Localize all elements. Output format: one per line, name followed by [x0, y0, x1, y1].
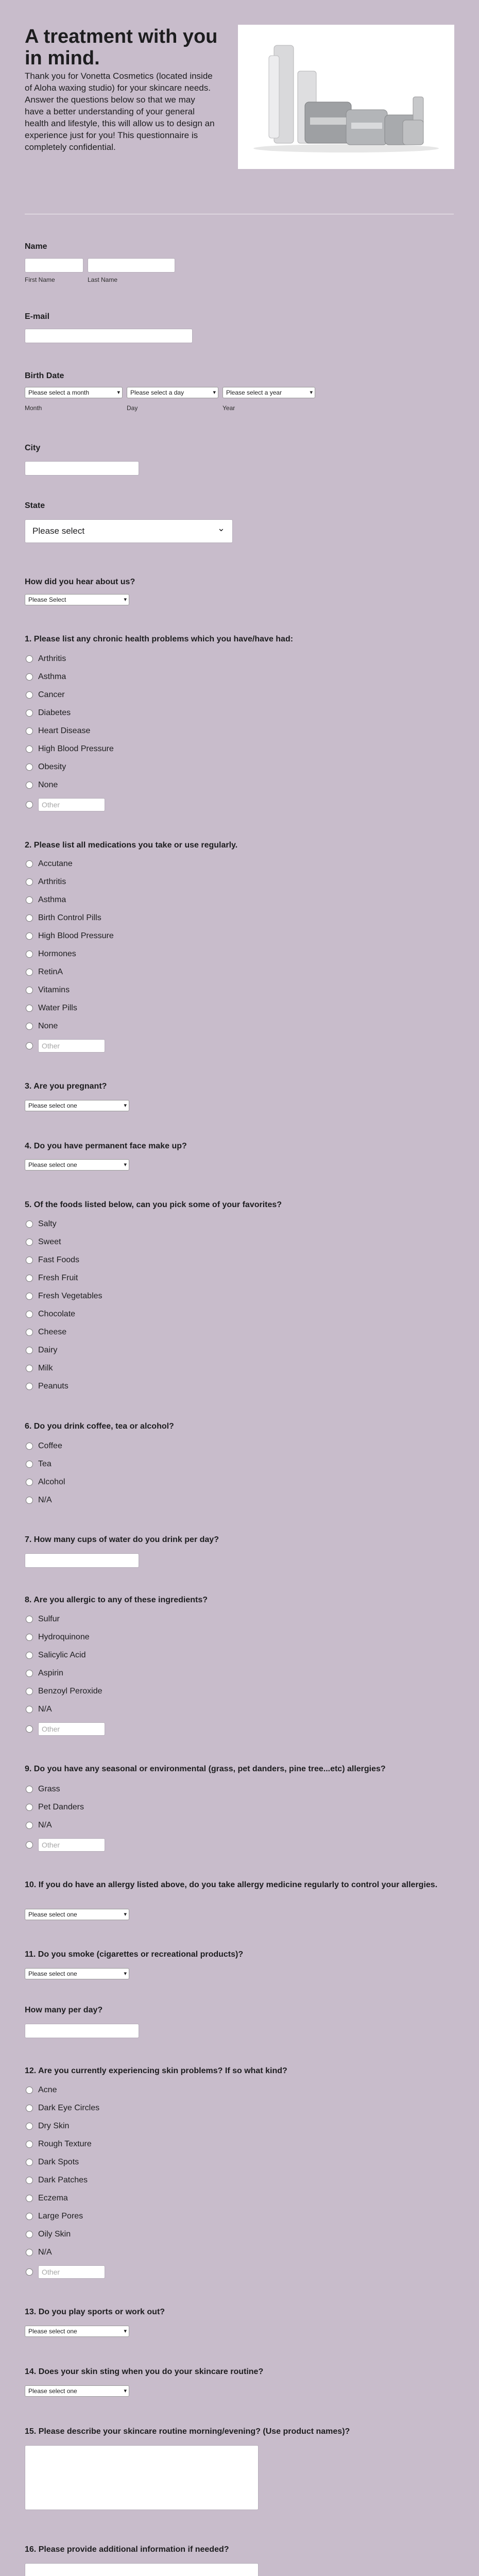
- radio-button[interactable]: [26, 1329, 33, 1336]
- q12-option[interactable]: [26, 2084, 57, 2096]
- option-label: Dry Skin: [38, 2122, 70, 2130]
- q8-option[interactable]: [26, 1686, 102, 1697]
- radio-button[interactable]: [26, 2159, 33, 2166]
- option-label: High Blood Pressure: [38, 744, 114, 753]
- q16-label: 16. Please provide additional information if needed?: [25, 2545, 229, 2554]
- radio-button[interactable]: [26, 709, 33, 717]
- option-label: Pet Danders: [38, 1803, 84, 1811]
- q10-label: 10. If you do have an allergy listed above, do you take allergy medicine regularly to control your allergies.: [25, 1880, 438, 1889]
- other-text-input[interactable]: Other: [38, 1039, 105, 1053]
- first-name-input[interactable]: [25, 258, 83, 273]
- q12-option[interactable]: [26, 2247, 52, 2258]
- q5-option[interactable]: [26, 1345, 57, 1356]
- q8-option[interactable]: [26, 1650, 85, 1661]
- option-label: Milk: [38, 1364, 53, 1372]
- radio-button[interactable]: [26, 1275, 33, 1282]
- state-label: State: [25, 501, 45, 510]
- hear-about-label: How did you hear about us?: [25, 578, 135, 586]
- birth-month-select[interactable]: Please select a month ▾: [25, 387, 123, 398]
- radio-button[interactable]: [26, 1023, 33, 1030]
- water-cups-input[interactable]: [25, 1553, 139, 1568]
- option-label: Dark Spots: [38, 2158, 79, 2166]
- q9-label: 9. Do you have any seasonal or environmental (grass, pet danders, pine tree...etc) allergies?: [25, 1765, 386, 1773]
- option-label: Accutane: [38, 859, 73, 868]
- other-text-input[interactable]: Other: [38, 2265, 105, 2279]
- radio-button[interactable]: [26, 860, 33, 868]
- radio-button[interactable]: [26, 727, 33, 735]
- q1-option[interactable]: [26, 653, 66, 665]
- page-title: A treatment with you in mind.: [25, 26, 218, 69]
- radio-button[interactable]: [26, 1786, 33, 1793]
- option-label: Vitamins: [38, 986, 70, 994]
- radio-button[interactable]: [26, 1239, 33, 1246]
- q2-option[interactable]: [26, 1003, 77, 1014]
- option-label: Rough Texture: [38, 2140, 92, 2148]
- option-label: Large Pores: [38, 2212, 83, 2221]
- radio-button[interactable]: [26, 1042, 33, 1049]
- option-label: Arthritis: [38, 877, 66, 886]
- radio-button[interactable]: [26, 1293, 33, 1300]
- q5-option[interactable]: [26, 1291, 102, 1302]
- option-label: Cancer: [38, 690, 65, 699]
- q5-option[interactable]: [26, 1236, 61, 1248]
- option-label: Birth Control Pills: [38, 913, 101, 922]
- q12-other-option[interactable]: [26, 2265, 105, 2279]
- radio-button[interactable]: [26, 801, 33, 808]
- q13-label: 13. Do you play sports or work out?: [25, 2308, 165, 2316]
- pregnant-select[interactable]: Please select one ▾: [25, 1100, 129, 1111]
- option-label: Oily Skin: [38, 2230, 71, 2239]
- q6-label: 6. Do you drink coffee, tea or alcohol?: [25, 1422, 174, 1431]
- q11-label: 11. Do you smoke (cigarettes or recreational products)?: [25, 1950, 244, 1959]
- radio-button[interactable]: [26, 1311, 33, 1318]
- q1-option[interactable]: [26, 671, 66, 683]
- radio-button[interactable]: [26, 1634, 33, 1641]
- q1-label: 1. Please list any chronic health problems which you have/have had:: [25, 635, 294, 643]
- option-label: RetinA: [38, 968, 63, 976]
- option-label: Eczema: [38, 2194, 68, 2202]
- q1-option[interactable]: [26, 743, 114, 755]
- q12-option[interactable]: [26, 2103, 99, 2114]
- q1-option[interactable]: [26, 707, 71, 719]
- q12-option[interactable]: [26, 2229, 71, 2240]
- radio-button[interactable]: [26, 1347, 33, 1354]
- q6-option[interactable]: [26, 1495, 52, 1506]
- radio-button[interactable]: [26, 914, 33, 922]
- radio-button[interactable]: [26, 2141, 33, 2148]
- option-label: Asthma: [38, 672, 66, 681]
- radio-button[interactable]: [26, 987, 33, 994]
- city-label: City: [25, 444, 41, 452]
- q6-option[interactable]: [26, 1459, 52, 1470]
- radio-button[interactable]: [26, 1652, 33, 1659]
- option-label: Heart Disease: [38, 726, 91, 735]
- hear-about-select[interactable]: Please Select ▾: [25, 594, 129, 605]
- option-label: Hydroquinone: [38, 1633, 90, 1641]
- option-label: Water Pills: [38, 1004, 77, 1012]
- option-label: Fresh Vegetables: [38, 1292, 102, 1300]
- q2-option[interactable]: [26, 1021, 58, 1032]
- radio-button[interactable]: [26, 1706, 33, 1713]
- radio-button[interactable]: [26, 1497, 33, 1504]
- q12-option[interactable]: [26, 2193, 68, 2204]
- radio-button[interactable]: [26, 2195, 33, 2202]
- radio-button[interactable]: [26, 1616, 33, 1623]
- q9-option[interactable]: [26, 1820, 52, 1831]
- radio-button[interactable]: [26, 951, 33, 958]
- q1-option[interactable]: [26, 725, 90, 737]
- option-label: Fast Foods: [38, 1256, 80, 1264]
- other-text-input[interactable]: Other: [38, 1722, 105, 1736]
- radio-button[interactable]: [26, 969, 33, 976]
- radio-button[interactable]: [26, 764, 33, 771]
- additional-info-textarea[interactable]: [25, 2563, 259, 2576]
- q6-option[interactable]: [26, 1440, 62, 1452]
- q1-other-option[interactable]: [26, 798, 105, 812]
- q1-option[interactable]: [26, 689, 65, 701]
- option-label: Acne: [38, 2086, 57, 2094]
- option-label: Sweet: [38, 1238, 61, 1246]
- q2-option[interactable]: [26, 967, 63, 978]
- intro-text: Thank you for Vonetta Cosmetics (located inside of Aloha waxing studio) for your skincare needs. Answer the questions below so that we may have a better understanding of your general health and lifestyle, this will allow us to design an experience just for you! This questionnaire is completely confidential.: [25, 71, 215, 152]
- q6-option[interactable]: [26, 1477, 65, 1488]
- q8-option[interactable]: [26, 1668, 63, 1679]
- q12-option[interactable]: [26, 2175, 88, 2186]
- option-label: Coffee: [38, 1442, 62, 1450]
- q2-option[interactable]: [26, 985, 70, 996]
- other-text-input[interactable]: Other: [38, 798, 105, 811]
- allergy-medicine-select[interactable]: Please select one ▾: [25, 1909, 129, 1920]
- radio-button[interactable]: [26, 1670, 33, 1677]
- radio-button[interactable]: [26, 933, 33, 940]
- q2-option[interactable]: [26, 894, 66, 906]
- q5-option[interactable]: [26, 1381, 69, 1392]
- name-label: Name: [25, 242, 47, 251]
- option-label: Aspirin: [38, 1669, 63, 1677]
- radio-button[interactable]: [26, 1383, 33, 1390]
- radio-button[interactable]: [26, 1822, 33, 1829]
- day-sublabel: Day: [127, 404, 138, 412]
- last-name-sublabel: Last Name: [88, 276, 118, 283]
- option-label: Sulfur: [38, 1615, 60, 1623]
- q8-option[interactable]: [26, 1704, 52, 1715]
- q2-option[interactable]: [26, 858, 73, 870]
- radio-button[interactable]: [26, 2105, 33, 2112]
- radio-button[interactable]: [26, 2231, 33, 2238]
- q9-other-option[interactable]: [26, 1838, 105, 1852]
- radio-button[interactable]: [26, 1365, 33, 1372]
- q12-option[interactable]: [26, 2139, 92, 2150]
- option-label: Asthma: [38, 895, 66, 904]
- radio-button[interactable]: [26, 745, 33, 753]
- product-image: [238, 25, 454, 169]
- per-day-label: How many per day?: [25, 2006, 103, 2014]
- option-label: Arthritis: [38, 654, 66, 663]
- q2-other-option[interactable]: [26, 1039, 105, 1053]
- q8-label: 8. Are you allergic to any of these ingredients?: [25, 1596, 208, 1604]
- skin-sting-select[interactable]: Please select one ▾: [25, 2385, 129, 2397]
- city-input[interactable]: [25, 461, 139, 476]
- q3-label: 3. Are you pregnant?: [25, 1082, 107, 1091]
- year-sublabel: Year: [223, 404, 235, 412]
- q12-option[interactable]: [26, 2211, 83, 2222]
- radio-button[interactable]: [26, 2177, 33, 2184]
- radio-button[interactable]: [26, 878, 33, 886]
- option-label: Cheese: [38, 1328, 67, 1336]
- radio-button[interactable]: [26, 782, 33, 789]
- radio-button[interactable]: [26, 691, 33, 699]
- birth-day-select[interactable]: Please select a day ▾: [127, 387, 218, 398]
- q2-option[interactable]: [26, 912, 101, 924]
- radio-button[interactable]: [26, 2249, 33, 2256]
- option-label: High Blood Pressure: [38, 931, 114, 940]
- radio-button[interactable]: [26, 1688, 33, 1695]
- q12-option[interactable]: [26, 2157, 79, 2168]
- option-label: Obesity: [38, 762, 66, 771]
- q2-option[interactable]: [26, 930, 114, 942]
- radio-button[interactable]: [26, 2087, 33, 2094]
- q1-option[interactable]: [26, 779, 58, 791]
- q14-label: 14. Does your skin sting when you do your skincare routine?: [25, 2367, 264, 2376]
- radio-button[interactable]: [26, 1257, 33, 1264]
- radio-button[interactable]: [26, 673, 33, 681]
- q5-option[interactable]: [26, 1255, 79, 1266]
- option-label: Hormones: [38, 950, 76, 958]
- q5-option[interactable]: [26, 1273, 78, 1284]
- radio-button[interactable]: [26, 2123, 33, 2130]
- option-label: Diabetes: [38, 708, 71, 717]
- radio-button[interactable]: [26, 2213, 33, 2220]
- email-label: E-mail: [25, 312, 50, 321]
- q9-option[interactable]: [26, 1802, 84, 1813]
- option-label: Dairy: [38, 1346, 58, 1354]
- other-text-input[interactable]: Other: [38, 1838, 105, 1852]
- sports-select[interactable]: Please select one ▾: [25, 2326, 129, 2337]
- q12-option[interactable]: [26, 2121, 69, 2132]
- radio-button[interactable]: [26, 1221, 33, 1228]
- q9-option[interactable]: [26, 1784, 60, 1795]
- smoke-select[interactable]: Please select one ▾: [25, 1968, 129, 1979]
- option-label: Fresh Fruit: [38, 1274, 78, 1282]
- birth-year-select[interactable]: Please select a year ▾: [223, 387, 315, 398]
- q8-option[interactable]: [26, 1632, 90, 1643]
- state-select[interactable]: Please select ⌄: [25, 519, 233, 543]
- first-name-sublabel: First Name: [25, 276, 55, 283]
- option-label: Salty: [38, 1219, 57, 1228]
- option-label: Alcohol: [38, 1478, 65, 1486]
- skincare-routine-textarea[interactable]: [25, 2445, 259, 2510]
- q7-label: 7. How many cups of water do you drink per day?: [25, 1535, 219, 1544]
- radio-button[interactable]: [26, 1479, 33, 1486]
- radio-button[interactable]: [26, 2268, 33, 2276]
- option-label: Benzoyl Peroxide: [38, 1687, 102, 1696]
- option-label: N/A: [38, 1705, 52, 1714]
- radio-button[interactable]: [26, 655, 33, 663]
- q5-option[interactable]: [26, 1309, 75, 1320]
- permanent-makeup-select[interactable]: Please select one ▾: [25, 1159, 129, 1171]
- q1-option[interactable]: [26, 761, 66, 773]
- radio-button[interactable]: [26, 1443, 33, 1450]
- option-label: N/A: [38, 1496, 52, 1504]
- q2-label: 2. Please list all medications you take or use regularly.: [25, 841, 238, 850]
- q2-option[interactable]: [26, 876, 66, 888]
- option-label: N/A: [38, 1821, 52, 1829]
- q5-option[interactable]: [26, 1327, 66, 1338]
- radio-button[interactable]: [26, 1005, 33, 1012]
- month-sublabel: Month: [25, 404, 42, 412]
- q12-label: 12. Are you currently experiencing skin problems? If so what kind?: [25, 2066, 287, 2075]
- q5-option[interactable]: [26, 1363, 53, 1374]
- radio-button[interactable]: [26, 1725, 33, 1733]
- q8-other-option[interactable]: [26, 1722, 105, 1736]
- q5-option[interactable]: [26, 1218, 57, 1230]
- option-label: Dark Patches: [38, 2176, 88, 2184]
- option-label: N/A: [38, 2248, 52, 2257]
- q2-option[interactable]: [26, 948, 76, 960]
- option-label: None: [38, 1022, 58, 1030]
- last-name-input[interactable]: [88, 258, 175, 273]
- q4-label: 4. Do you have permanent face make up?: [25, 1142, 187, 1150]
- option-label: None: [38, 781, 58, 789]
- q8-option[interactable]: [26, 1614, 60, 1625]
- q15-label: 15. Please describe your skincare routine morning/evening? (Use product names)?: [25, 2427, 350, 2436]
- option-label: Chocolate: [38, 1310, 76, 1318]
- option-label: Peanuts: [38, 1382, 69, 1391]
- option-label: Dark Eye Circles: [38, 2104, 100, 2112]
- option-label: Tea: [38, 1460, 52, 1468]
- radio-button[interactable]: [26, 896, 33, 904]
- birth-date-label: Birth Date: [25, 371, 64, 380]
- option-label: Grass: [38, 1785, 60, 1793]
- radio-button[interactable]: [26, 1841, 33, 1849]
- option-label: Salicylic Acid: [38, 1651, 86, 1659]
- radio-button[interactable]: [26, 1461, 33, 1468]
- per-day-input[interactable]: [25, 2024, 139, 2038]
- q5-label: 5. Of the foods listed below, can you pick some of your favorites?: [25, 1200, 282, 1209]
- radio-button[interactable]: [26, 1804, 33, 1811]
- email-input[interactable]: [25, 329, 193, 343]
